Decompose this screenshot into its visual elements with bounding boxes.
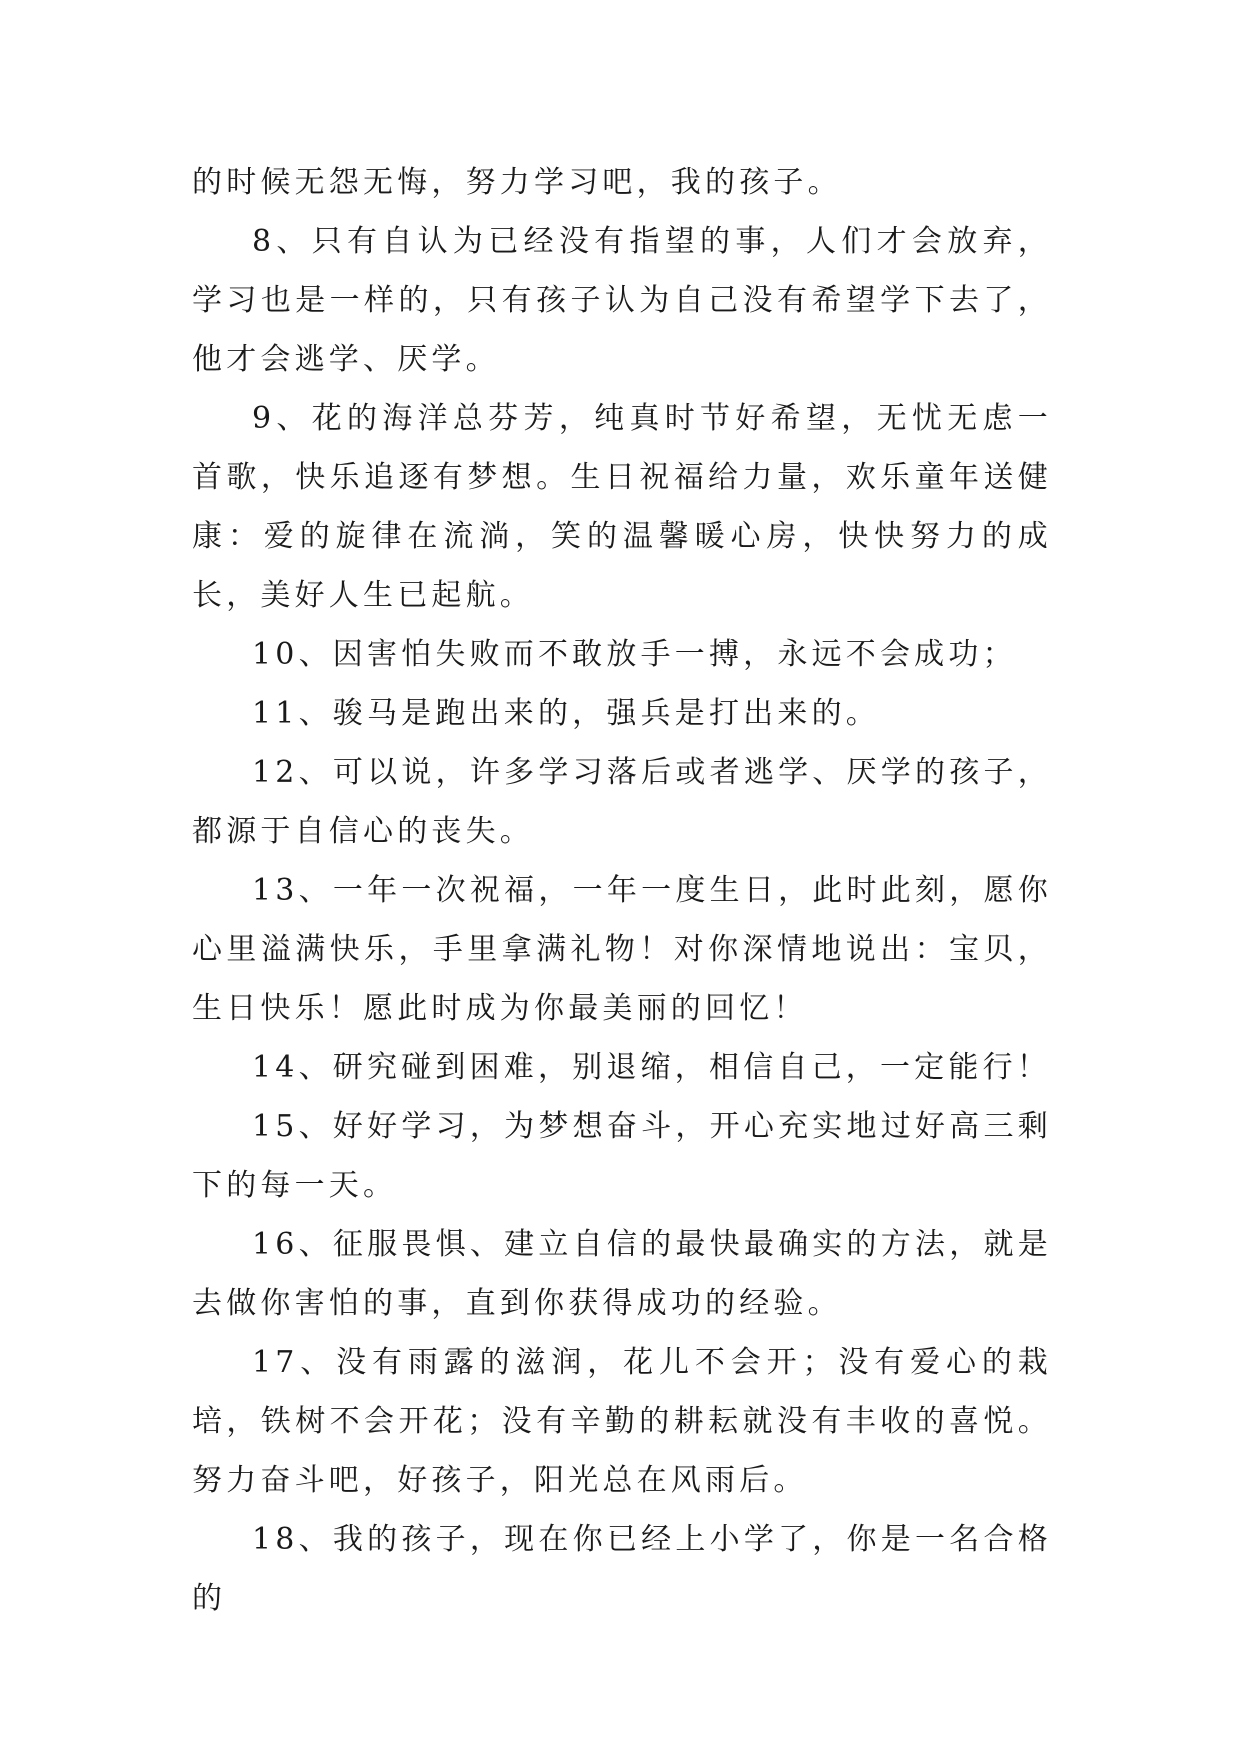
paragraph-12: 12、可以说，许多学习落后或者逃学、厌学的孩子，都源于自信心的丧失。 [192, 755, 1052, 849]
paragraph-10: 10、因害怕失败而不敢放手一搏，永远不会成功； [252, 637, 1017, 672]
body-text [192, 153, 1052, 1628]
paragraph-14: 14、研究碰到困难，别退缩，相信自己，一定能行！ [252, 1050, 1051, 1085]
paragraph-9: 9、花的海洋总芬芳，纯真时节好希望，无忧无虑一首歌，快乐追逐有梦想。生日祝福给力量，欢乐童年送健康：爱的旋律在流淌，笑的温馨暖心房，快快努力的成长，美好人生已起航。 [192, 401, 1052, 613]
paragraph-18: 18、我的孩子，现在你已经上小学了，你是一名合格的 [192, 1522, 1052, 1616]
paragraph-13: 13、一年一次祝福，一年一度生日，此时此刻，愿你心里溢满快乐，手里拿满礼物！对你深情地说出：宝贝，生日快乐！愿此时成为你最美丽的回忆！ [192, 873, 1052, 1026]
paragraph-11: 11、骏马是跑出来的，强兵是打出来的。 [252, 696, 880, 731]
paragraph-15: 15、好好学习，为梦想奋斗，开心充实地过好高三剩下的每一天。 [192, 1109, 1052, 1203]
paragraph-continued: 的时候无怨无悔，努力学习吧，我的孩子。 [192, 165, 842, 200]
paragraph-16: 16、征服畏惧、建立自信的最快最确实的方法，就是去做你害怕的事，直到你获得成功的经验。 [192, 1227, 1052, 1321]
paragraph-8: 8、只有自认为已经没有指望的事，人们才会放弃，学习也是一样的，只有孩子认为自己没有希望学下去了，他才会逃学、厌学。 [192, 224, 1052, 377]
paragraph-17: 17、没有雨露的滋润，花儿不会开；没有爱心的栽培，铁树不会开花；没有辛勤的耕耘就没有丰收的喜悦。努力奋斗吧，好孩子，阳光总在风雨后。 [192, 1345, 1052, 1498]
